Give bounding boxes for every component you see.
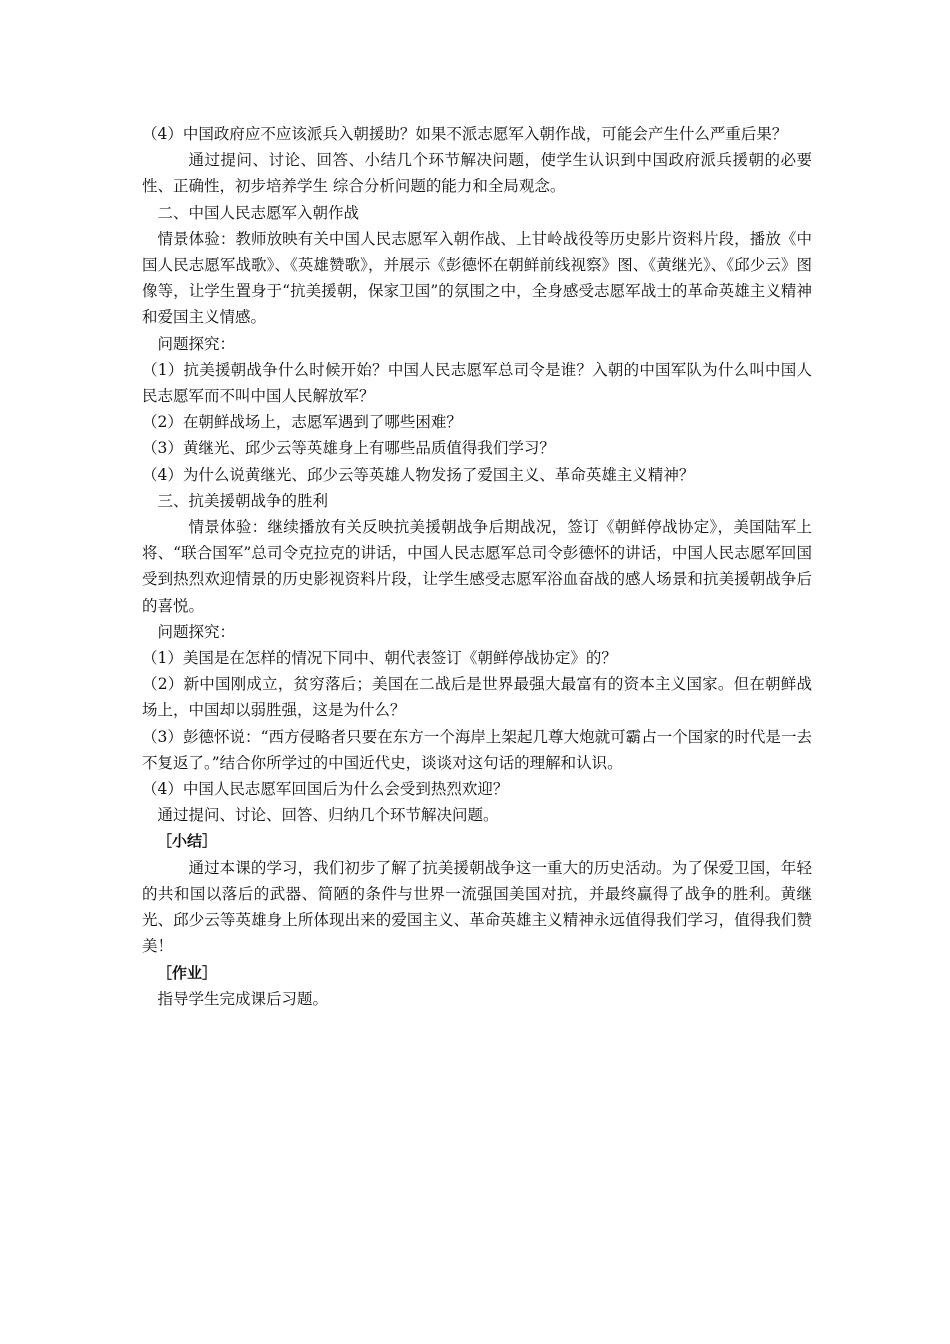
section-3-question-2: （2）新中国刚成立，贫穷落后；美国在二战后是世界最强大最富有的资本主义国家。但在朝鲜战场上，中国却以弱胜强，这是为什么？ xyxy=(142,675,812,720)
section-2-question-2: （2）在朝鲜战场上，志愿军遇到了哪些困难？ xyxy=(142,413,462,432)
section-2-question-3: （3）黄继光、邱少云等英雄身上有哪些品质值得我们学习？ xyxy=(142,439,555,458)
summary-heading: ［小结］ xyxy=(157,832,218,851)
section-2-question-4: （4）为什么说黄继光、邱少云等英雄人物发扬了爱国主义、革命英雄主义精神？ xyxy=(142,465,695,484)
document-page xyxy=(142,121,812,1012)
section-3-method: 通过提问、讨论、回答、归纳几个环节解决问题。 xyxy=(157,806,499,825)
section-2-question-heading: 问题探究： xyxy=(157,334,236,353)
section-2-scene: 情景体验：教师放映有关中国人民志愿军入朝作战、上甘岭战役等历史影片资料片段，播放《中国人民志愿军战歌》、《英雄赞歌》，并展示《彭德怀在朝鲜前线视察》图、《黄继光》、《邱少云》图像等，让学生置身于“抗美援朝，保家卫国”的氛围之中，全身感受志愿军战士的革命英雄主义精神和爱国主义情感。 xyxy=(142,229,812,327)
summary-paragraph: 通过本课的学习，我们初步了解了抗美援朝战争这一重大的历史活动。为了保爱卫国，年轻的共和国以落后的武器、简陋的条件与世界一流强国美国对抗，并最终赢得了战争的胜利。黄继光、邱少云等英雄身上所体现出来的爱国主义、革命英雄主义精神永远值得我们学习，值得我们赞美！ xyxy=(142,858,812,956)
section-3-question-4: （4）中国人民志愿军回国后为什么会受到热烈欢迎？ xyxy=(142,780,509,799)
homework-paragraph: 指导学生完成课后习题。 xyxy=(157,989,329,1008)
section-3-question-3: （3）彭德怀说：“西方侵略者只要在东方一个海岸上架起几尊大炮就可霸占一个国家的时代是一去不复返了。”结合你所学过的中国近代史，谈谈对这句话的理解和认识。 xyxy=(142,727,812,772)
section-2-question-1: （1）抗美援朝战争什么时候开始？中国人民志愿军总司令是谁？入朝的中国军队为什么叫中国人民志愿军而不叫中国人民解放军？ xyxy=(142,360,812,406)
question-4-paragraph: （4）中国政府应不应该派兵入朝援助？如果不派志愿军入朝作战，可能会产生什么严重后果？ xyxy=(142,125,788,143)
section-3-question-heading: 问题探究： xyxy=(157,622,236,641)
section-3-scene: 情景体验：继续播放有关反映抗美援朝战争后期战况，签订《朝鲜停战协定》，美国陆军上将、“联合国军”总司令克拉克的讲话，中国人民志愿军总司令彭德怀的讲话，中国人民志愿军回国受到热烈欢迎情景的历史影视资料片段，让学生感受志愿军浴血奋战的感人场景和抗美援朝战争后的喜悦。 xyxy=(142,518,812,615)
section-3-title: 三、抗美援朝战争的胜利 xyxy=(157,491,329,510)
section-2-title: 二、中国人民志愿军入朝作战 xyxy=(157,203,360,222)
homework-heading: ［作业］ xyxy=(157,963,218,982)
method-paragraph: 通过提问、讨论、回答、小结几个环节解决问题，使学生认识到中国政府派兵援朝的必要性、正确性，初步培养学生 综合分析问题的能力和全局观念。 xyxy=(142,151,812,196)
section-3-question-1: （1）美国是在怎样的情况下同中、朝代表签订《朝鲜停战协定》的？ xyxy=(142,649,617,668)
